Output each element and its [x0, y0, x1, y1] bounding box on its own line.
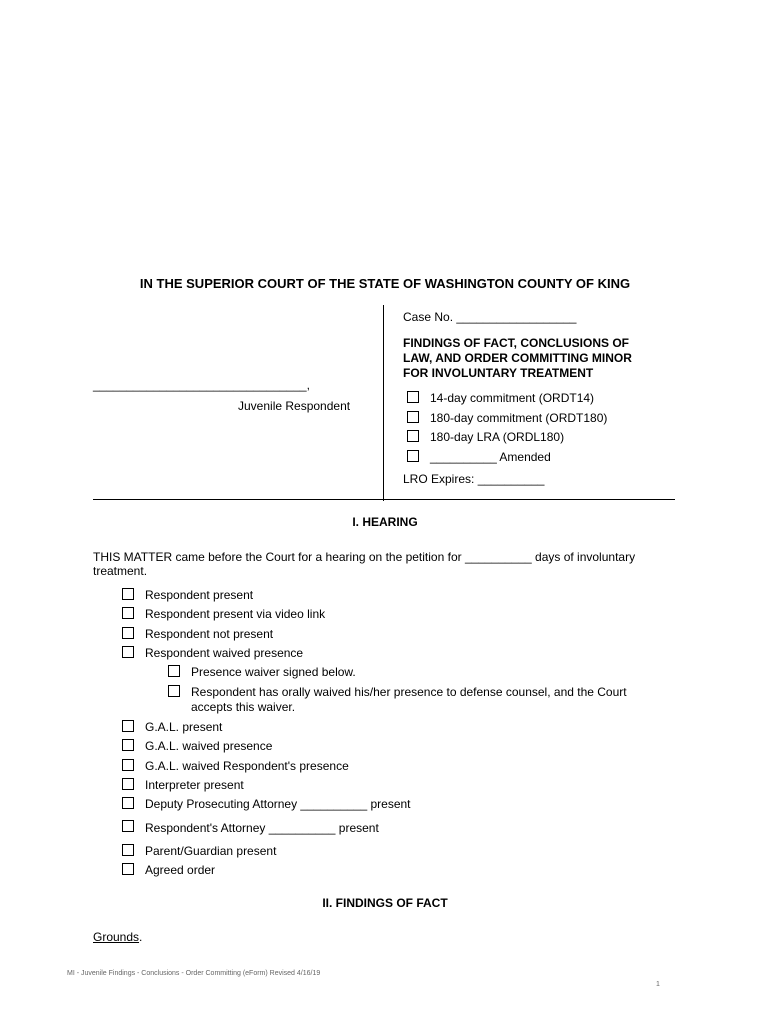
respondent-not-present-checkbox[interactable] [122, 627, 134, 639]
document-title-line: FINDINGS OF FACT, CONCLUSIONS OF [403, 336, 630, 350]
agreed-order-checkbox[interactable] [122, 863, 134, 875]
waiver-signed-label: Presence waiver signed below. [191, 665, 356, 679]
gal-present-checkbox[interactable] [122, 720, 134, 732]
prosecutor-label: Deputy Prosecuting Attorney __________ present [145, 797, 411, 811]
parent-guardian-label: Parent/Guardian present [145, 844, 277, 858]
agreed-order-label: Agreed order [145, 863, 216, 877]
respondent-present-checkbox[interactable] [122, 588, 134, 600]
respondent-waived-checkbox[interactable] [122, 646, 134, 658]
grounds-paragraph [93, 930, 142, 944]
caption-divider [383, 305, 384, 501]
respondent-attorney-checkbox[interactable] [122, 820, 134, 832]
respondent-not-present-label: Respondent not present [145, 627, 274, 641]
order-lra-label: 180-day LRA (ORDL180) [430, 430, 565, 444]
caption-bottom-rule [93, 499, 675, 500]
case-number-field: Case No. __________________ [403, 310, 577, 324]
document-title-line: LAW, AND ORDER COMMITTING MINOR [403, 351, 632, 365]
party-label: Juvenile Respondent [238, 399, 351, 413]
grounds-period: . [139, 930, 143, 944]
oral-waiver-checkbox[interactable] [168, 685, 180, 697]
order-amended-label: __________ Amended [430, 450, 551, 464]
order-lra-checkbox[interactable] [407, 430, 419, 442]
gal-present-label: G.A.L. present [145, 720, 223, 734]
gal-waived-checkbox[interactable] [122, 739, 134, 751]
oral-waiver-label-cont: accepts this waiver. [191, 700, 296, 714]
order-14day-label: 14-day commitment (ORDT14) [430, 391, 595, 405]
gal-waived-label: G.A.L. waived presence [145, 739, 273, 753]
section-hearing-heading: I. HEARING [352, 515, 418, 529]
lro-expires-field: LRO Expires: __________ [403, 472, 545, 486]
form-footer: MI - Juvenile Findings - Conclusions - Order Committing (eForm) Revised 4/16/19 [67, 970, 321, 977]
grounds-heading: Grounds [93, 930, 140, 944]
respondent-attorney-label: Respondent's Attorney __________ present [145, 821, 379, 835]
order-amended-checkbox[interactable] [407, 450, 419, 462]
hearing-intro [93, 550, 635, 578]
document-title-line: FOR INVOLUNTARY TREATMENT [403, 366, 594, 380]
respondent-waived-label: Respondent waived presence [145, 646, 304, 660]
hearing-intro-line: treatment. [93, 564, 148, 578]
interpreter-label: Interpreter present [145, 778, 244, 792]
hearing-intro-line: THIS MATTER came before the Court for a hearing on the petition for __________ days of involuntary [93, 550, 636, 564]
prosecutor-checkbox[interactable] [122, 797, 134, 809]
page-number: 1 [656, 981, 660, 988]
interpreter-checkbox[interactable] [122, 778, 134, 790]
respondent-present-label: Respondent present [145, 588, 254, 602]
waiver-signed-checkbox[interactable] [168, 665, 180, 677]
gal-waived-respondent-checkbox[interactable] [122, 759, 134, 771]
parent-guardian-checkbox[interactable] [122, 844, 134, 856]
order-180day-checkbox[interactable] [407, 411, 419, 423]
gal-waived-respondent-label: G.A.L. waived Respondent's presence [145, 759, 349, 773]
respondent-name-line: ________________________________, [93, 378, 310, 392]
document-title [403, 336, 632, 381]
order-14day-checkbox[interactable] [407, 391, 419, 403]
section-findings-heading: II. FINDINGS OF FACT [322, 896, 448, 910]
respondent-video-label: Respondent present via video link [145, 607, 326, 621]
order-180day-label: 180-day commitment (ORDT180) [430, 411, 608, 425]
court-title: IN THE SUPERIOR COURT OF THE STATE OF WASHINGTON COUNTY OF KING [139, 276, 631, 291]
respondent-video-checkbox[interactable] [122, 607, 134, 619]
oral-waiver-label: Respondent has orally waived his/her presence to defense counsel, and the Court [191, 685, 627, 699]
